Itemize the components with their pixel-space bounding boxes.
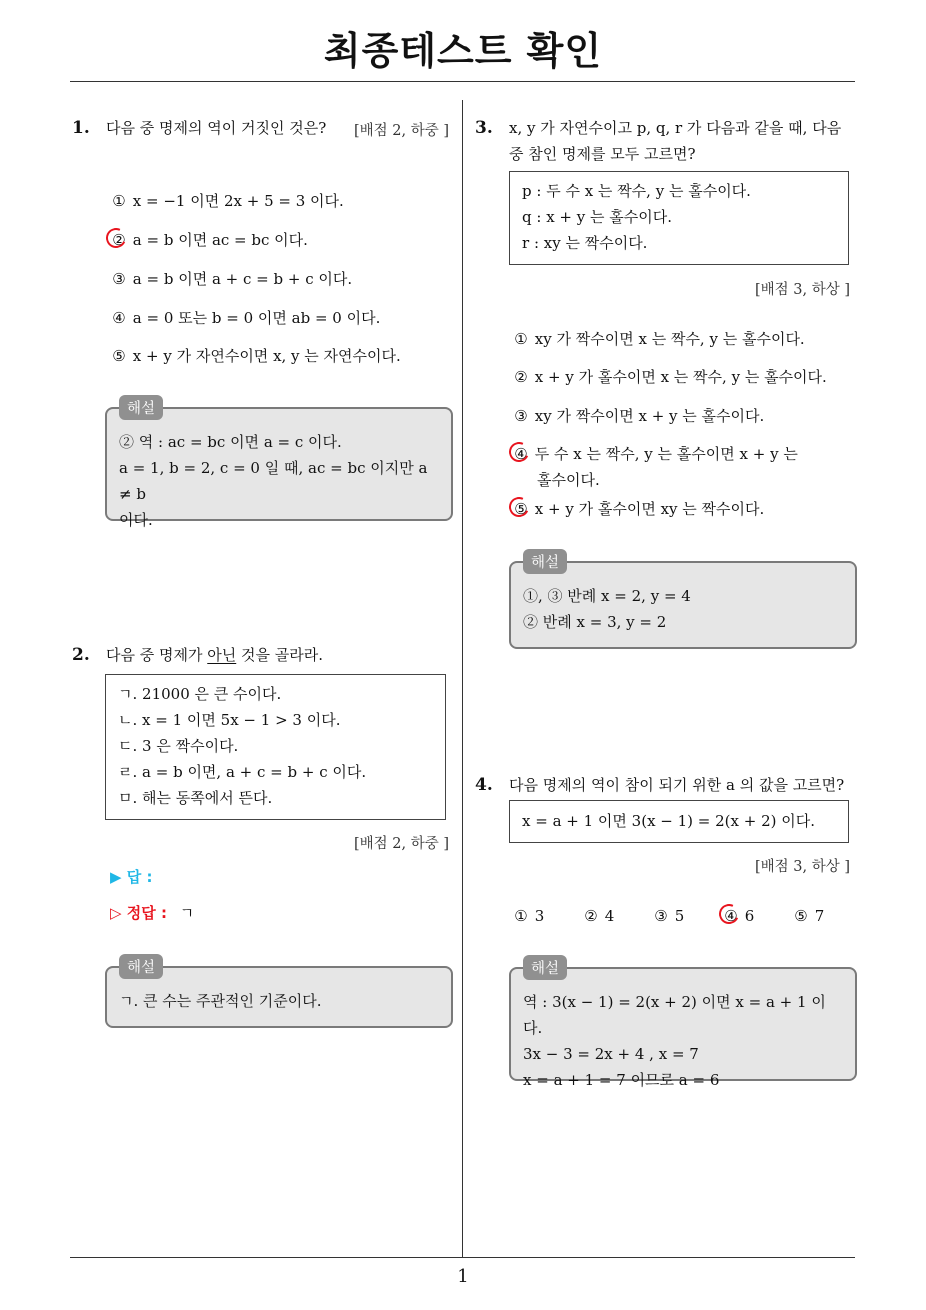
question-text: x, y 가 자연수이고 p, q, r 가 다음과 같을 때, 다음 <box>509 119 842 137</box>
question-number: 2. <box>72 645 90 665</box>
header-rule <box>70 81 855 82</box>
question-number: 1. <box>72 118 90 138</box>
page-number: 1 <box>457 1266 469 1287</box>
answer-input-row[interactable] <box>110 866 152 887</box>
explanation-line: ② 반례 x = 3, y = 2 <box>523 613 667 631</box>
explanation-line: 이다. <box>119 511 153 529</box>
correct-answer-value: ㄱ <box>179 904 195 922</box>
question-text-part: 것을 골라라. <box>236 646 323 664</box>
statement-line: ㄷ. 3 은 짝수이다. <box>118 737 239 755</box>
explanation-box <box>509 961 857 1089</box>
option-marker: ③ <box>654 907 668 925</box>
option-5[interactable] <box>512 498 764 520</box>
option-marker: ① <box>514 330 528 348</box>
option-2[interactable] <box>110 229 308 251</box>
option-marker: ② <box>112 231 126 249</box>
question-text <box>106 641 323 669</box>
statement-line: ㄴ. x = 1 이면 5x − 1 > 3 이다. <box>118 711 341 729</box>
score-meta: [배점 2, 하중 ] <box>354 123 450 139</box>
explanation-line: ② 역 : ac = bc 이면 a = c 이다. <box>119 433 342 451</box>
option-1[interactable] <box>512 905 544 927</box>
option-3[interactable] <box>512 405 764 427</box>
statement-line: q : x + y 는 홀수이다. <box>522 208 672 226</box>
column-divider <box>462 100 463 1258</box>
option-marker: ③ <box>514 407 528 425</box>
option-marker: ④ <box>112 309 126 327</box>
option-text: x + y 가 홀수이면 x 는 짝수, y 는 홀수이다. <box>534 368 827 386</box>
question-text-part: 다음 중 명제가 <box>106 646 208 664</box>
explanation-line: 역 : 3(x − 1) = 2(x + 2) 이면 x = a + 1 이다. <box>523 993 826 1037</box>
explanation-label: 해설 <box>119 395 163 420</box>
question-text: 다음 명제의 역이 참이 되기 위한 a 의 값을 고르면? <box>509 776 845 794</box>
option-5[interactable] <box>110 345 401 367</box>
option-marker: ⑤ <box>794 907 808 925</box>
option-1[interactable] <box>110 190 344 212</box>
question-text: 중 참인 명제를 모두 고르면? <box>509 145 696 163</box>
explanation-line: ㄱ. 큰 수는 주관적인 기준이다. <box>119 992 322 1010</box>
option-marker: ⑤ <box>112 347 126 365</box>
explanation-line: 3x − 3 = 2x + 4 , x = 7 <box>523 1045 699 1063</box>
option-text: 두 수 x 는 짝수, y 는 홀수이면 x + y 는 <box>534 445 798 463</box>
option-marker: ⑤ <box>514 500 528 518</box>
statement-line: p : 두 수 x 는 짝수, y 는 홀수이다. <box>522 182 751 200</box>
explanation-label: 해설 <box>523 549 567 574</box>
option-text: xy 가 짝수이면 x 는 짝수, y 는 홀수이다. <box>534 330 805 348</box>
question-number: 3. <box>475 118 493 138</box>
statement-line: ㄹ. a = b 이면, a + c = b + c 이다. <box>118 763 367 781</box>
answer-label: ▶ 답 : <box>110 868 153 886</box>
score-meta: [배점 2, 하중 ] <box>354 836 450 852</box>
option-3[interactable] <box>652 905 684 927</box>
option-text: 6 <box>744 907 755 925</box>
footer-rule <box>70 1257 855 1258</box>
correct-answer-row <box>110 902 194 923</box>
option-text: xy 가 짝수이면 x + y 는 홀수이다. <box>534 407 765 425</box>
explanation-label: 해설 <box>119 954 163 979</box>
option-marker: ④ <box>724 907 738 925</box>
option-text: a = b 이면 ac = bc 이다. <box>132 231 308 249</box>
option-text: a = b 이면 a + c = b + c 이다. <box>132 270 353 288</box>
option-2[interactable] <box>582 905 614 927</box>
question-number: 4. <box>475 775 493 795</box>
option-4[interactable] <box>110 307 380 329</box>
option-text: x + y 가 자연수이면 x, y 는 자연수이다. <box>132 347 401 365</box>
option-text: 5 <box>674 907 685 925</box>
explanation-box <box>105 960 453 1028</box>
option-text: x + y 가 홀수이면 xy 는 짝수이다. <box>534 500 765 518</box>
statement-line: r : xy 는 짝수이다. <box>522 234 648 252</box>
statement-line: ㅁ. 해는 동쪽에서 뜬다. <box>118 789 273 807</box>
score-meta: [배점 3, 하상 ] <box>755 282 851 298</box>
explanation-box <box>105 401 453 529</box>
option-text: 7 <box>814 907 825 925</box>
statement-box <box>509 171 849 265</box>
option-marker: ① <box>514 907 528 925</box>
question-text-underlined: 아닌 <box>207 646 237 664</box>
explanation-line: x = a + 1 = 7 이므로 a = 6 <box>523 1071 720 1089</box>
option-marker: ③ <box>112 270 126 288</box>
option-marker: ② <box>514 368 528 386</box>
option-text: a = 0 또는 b = 0 이면 ab = 0 이다. <box>132 309 381 327</box>
explanation-line: ①, ③ 반례 x = 2, y = 4 <box>523 587 691 605</box>
option-marker: ④ <box>514 445 528 463</box>
option-text: x = −1 이면 2x + 5 = 3 이다. <box>132 192 344 210</box>
explanation-box <box>509 555 857 649</box>
option-4-continued: 홀수이다. <box>537 471 600 489</box>
explanation-label: 해설 <box>523 955 567 980</box>
explanation-line: a = 1, b = 2, c = 0 일 때, ac = bc 이지만 a ≠ b <box>119 459 428 503</box>
correct-answer-label: ▷ 정답 : <box>110 904 167 922</box>
statement-box <box>105 674 446 820</box>
page-title: 최종테스트 확인 <box>323 29 603 73</box>
option-text: 4 <box>604 907 615 925</box>
option-text: 3 <box>534 907 545 925</box>
option-3[interactable] <box>110 268 352 290</box>
option-marker: ① <box>112 192 126 210</box>
score-meta: [배점 3, 하상 ] <box>755 859 851 875</box>
option-2[interactable] <box>512 366 827 388</box>
statement-line: ㄱ. 21000 은 큰 수이다. <box>118 685 282 703</box>
statement-box <box>509 800 849 843</box>
question-text: 다음 중 명제의 역이 거짓인 것은? <box>106 119 327 137</box>
option-4[interactable] <box>512 443 798 465</box>
option-marker: ② <box>584 907 598 925</box>
option-1[interactable] <box>512 328 805 350</box>
option-5[interactable] <box>792 905 824 927</box>
statement-line: x = a + 1 이면 3(x − 1) = 2(x + 2) 이다. <box>522 812 816 830</box>
